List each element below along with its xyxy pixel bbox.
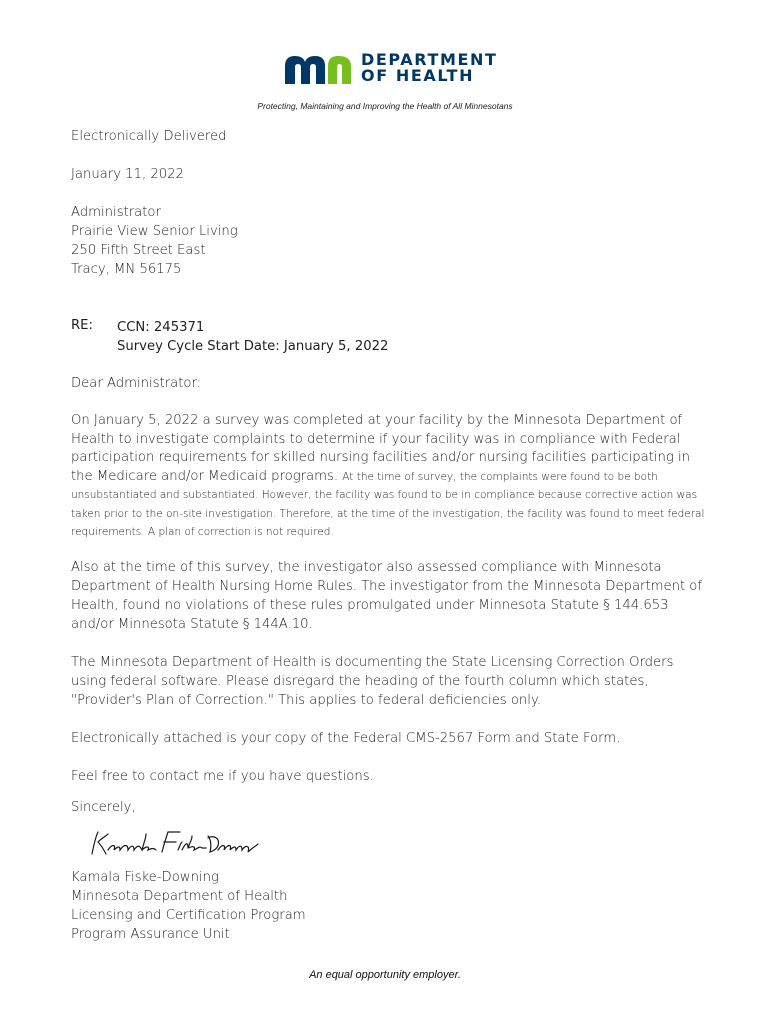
- re-block: [117, 318, 388, 356]
- logo-line-1: DEPARTMENT: [361, 50, 498, 69]
- re-ccn: CCN: 245371: [117, 320, 205, 335]
- footer-eoe: An equal opportunity employer.: [309, 969, 461, 981]
- letter-date: January 11, 2022: [71, 167, 184, 182]
- paragraph-3: The Minnesota Department of Health is documenting the State Licensing Correction Orders using federal software. Please disregard the heading of the fourth column which states, "Provider's Plan of Correction." This applies to federal deficiencies only.: [71, 655, 674, 708]
- tagline: Protecting, Maintaining and Improving the Health of All Minnesotans: [257, 101, 513, 111]
- paragraph-5: Feel free to contact me if you have questions.: [71, 769, 374, 784]
- signer-program: Licensing and Certification Program: [71, 908, 306, 923]
- re-survey-date: Survey Cycle Start Date: January 5, 2022: [117, 339, 389, 354]
- signer-block: [71, 868, 711, 944]
- paragraph-1-main: On January 5, 2022 a survey was completed at your facility by the Minnesota Department of Health to investigate complaints to determine if your facility was in compliance with Federal participation requirements for skilled nursing facilities and/or nursing facilities participating in the Medicare and/or Medicaid programs.: [71, 413, 691, 484]
- address-line: Tracy, MN 56175: [71, 262, 182, 277]
- mdh-logo: [283, 50, 498, 90]
- signer-unit: Program Assurance Unit: [71, 927, 230, 942]
- closing: Sincerely,: [71, 800, 136, 815]
- paragraph-1-detail: At the time of survey, the complaints were found to be both unsubstantiated and substantiated. However, the facility was found to be in compliance because corrective action was taken prior to the on-site investigation. Therefore, at the time of the investigation, the facility was found to meet federal requirements. A plan of correction is not required.: [71, 470, 705, 538]
- re-label: RE:: [71, 318, 93, 333]
- mn-logo-icon: [283, 52, 355, 86]
- signer-org: Minnesota Department of Health: [71, 889, 288, 904]
- logo-wordmark: [361, 52, 498, 84]
- address-line: 250 Fifth Street East: [71, 243, 206, 258]
- signer-name: Kamala Fiske-Downing: [71, 870, 219, 885]
- salutation: Dear Administrator:: [71, 376, 202, 391]
- address-line: Prairie View Senior Living: [71, 224, 238, 239]
- logo-line-2: OF HEALTH: [361, 66, 475, 85]
- handwritten-signature: [88, 828, 263, 860]
- recipient-address: [71, 203, 711, 279]
- paragraph-2: Also at the time of this survey, the investigator also assessed compliance with Minnesota Department of Health Nursing Home Rules. The investigator from the Minnesota Department of Health, found no violations of these rules promulgated under Minnesota Statute § 144.653 and/or Minnesota Statute § 144A.10.: [71, 560, 703, 632]
- paragraph-4: Electronically attached is your copy of the Federal CMS-2567 Form and State Form.: [71, 731, 621, 746]
- address-line: Administrator: [71, 205, 161, 220]
- delivery-method: Electronically Delivered: [71, 129, 227, 144]
- paragraph-1: [71, 412, 711, 542]
